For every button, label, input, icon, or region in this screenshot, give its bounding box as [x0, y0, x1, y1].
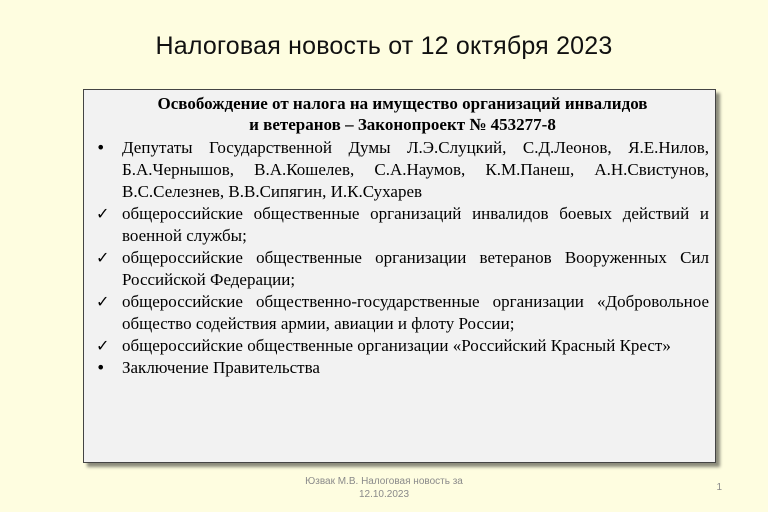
list-item: [96, 247, 709, 291]
box-title-line-1: Освобождение от налога на имущество организаций инвалидов: [157, 94, 648, 113]
list-item: [96, 357, 709, 379]
list-item-text: общероссийские общественные организации «Российский Красный Крест»: [122, 336, 671, 355]
list-item: [96, 291, 709, 335]
checkmark-icon: ✓: [96, 292, 110, 311]
slide-title: Налоговая новость от 12 октября 2023: [155, 32, 613, 60]
bullet-icon: •: [96, 358, 106, 377]
footer-line-1: Юзвак М.В. Налоговая новость за: [305, 476, 463, 487]
slide-footer: [254, 475, 514, 501]
footer-line-2: 12.10.2023: [358, 489, 410, 500]
bullet-icon: •: [96, 138, 106, 157]
list-item-text: общероссийские общественно-государственные организации «Добровольное общество содействия армии, авиации и флоту России;: [122, 292, 709, 333]
checkmark-icon: ✓: [96, 336, 110, 355]
list-item-text: Депутаты Государственной Думы Л.Э.Слуцкий, С.Д.Леонов, Я.Е.Нилов, Б.А.Чернышов, В.А.Кошелев, С.А.Наумов, К.М.Панеш, А.Н.Свистунов, В.С.Селезнев, В.В.Сипягин, И.К.Сухарев: [122, 138, 709, 201]
list-item-text: Заключение Правительства: [122, 358, 320, 377]
item-list: [96, 137, 709, 379]
list-item-text: общероссийские общественные организаций инвалидов боевых действий и военной службы;: [122, 204, 709, 245]
page-number: 1: [716, 482, 722, 493]
checkmark-icon: ✓: [96, 248, 110, 267]
checkmark-icon: ✓: [96, 204, 110, 223]
list-item-text: общероссийские общественные организации ветеранов Вооруженных Сил Российской Федерации;: [122, 248, 709, 289]
list-item: [96, 335, 709, 357]
list-item: [96, 203, 709, 247]
box-title-line-2: и ветеранов – Законопроект № 453277-8: [249, 115, 556, 134]
box-title: [96, 93, 709, 135]
list-item: [96, 137, 709, 203]
content-box: [83, 89, 716, 463]
